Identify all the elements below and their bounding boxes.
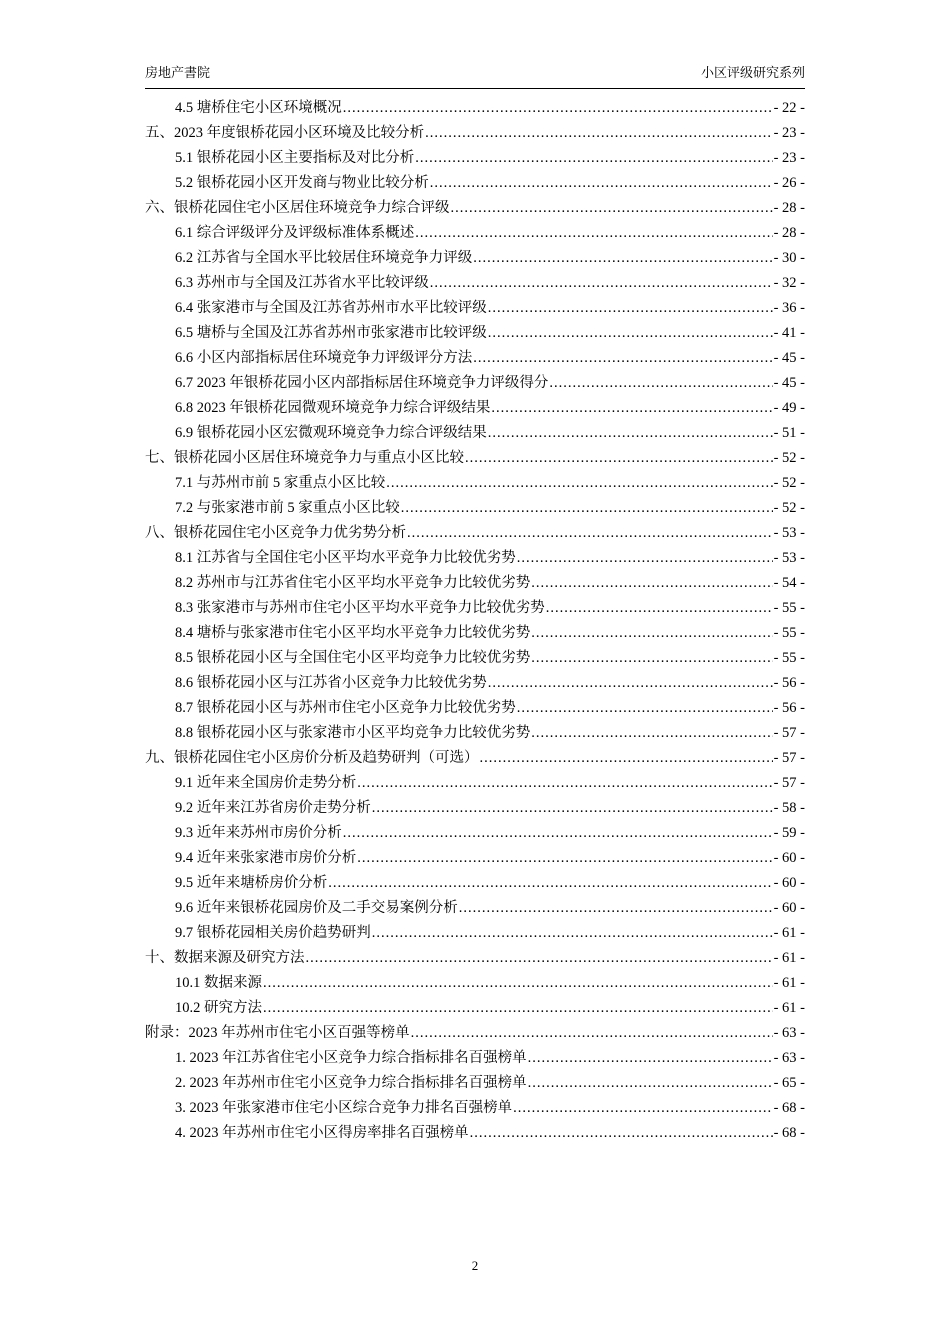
toc-entry-label: 1. 2023 年江苏省住宅小区竞争力综合指标排名百强榜单 bbox=[175, 1050, 527, 1066]
toc-entry bbox=[145, 1121, 805, 1146]
toc-entry-label: 8.6 银桥花园小区与江苏省小区竞争力比较优劣势 bbox=[175, 675, 487, 691]
toc-dot-leader bbox=[531, 621, 772, 646]
toc-page-number: - 68 - bbox=[773, 1100, 805, 1116]
toc-entry bbox=[145, 646, 805, 671]
header-right-text: 小区评级研究系列 bbox=[700, 65, 805, 80]
toc-page-number: - 60 - bbox=[773, 875, 805, 891]
toc-entry-label: 七、银桥花园小区居住环境竞争力与重点小区比较 bbox=[145, 450, 464, 466]
toc-page-number: - 52 - bbox=[773, 475, 805, 491]
toc-entry bbox=[145, 596, 805, 621]
toc-dot-leader bbox=[451, 196, 773, 221]
toc-page-number: - 36 - bbox=[773, 300, 805, 316]
toc-dot-leader bbox=[263, 996, 773, 1021]
toc-entry bbox=[145, 746, 805, 771]
toc-entry bbox=[145, 821, 805, 846]
toc-dot-leader bbox=[343, 96, 773, 121]
toc-dot-leader bbox=[306, 946, 773, 971]
toc-entry-label: 6.4 张家港市与全国及江苏省苏州市水平比较评级 bbox=[175, 300, 487, 316]
toc-dot-leader bbox=[488, 296, 773, 321]
toc-dot-leader bbox=[343, 821, 773, 846]
toc-entry bbox=[145, 271, 805, 296]
toc-entry bbox=[145, 296, 805, 321]
toc-entry-label: 十、数据来源及研究方法 bbox=[145, 950, 305, 966]
toc-entry-label: 9.7 银桥花园相关房价趋势研判 bbox=[175, 925, 371, 941]
toc-page-number: - 23 - bbox=[773, 150, 805, 166]
toc-entry bbox=[145, 346, 805, 371]
toc-entry bbox=[145, 846, 805, 871]
toc-page-number: - 22 - bbox=[773, 100, 805, 116]
toc-dot-leader bbox=[357, 771, 772, 796]
toc-entry-label: 6.7 2023 年银桥花园小区内部指标居住环境竞争力评级得分 bbox=[175, 375, 549, 391]
toc-dot-leader bbox=[488, 671, 773, 696]
toc-entry-label: 6.1 综合评级评分及评级标准体系概述 bbox=[175, 225, 415, 241]
toc-entry bbox=[145, 871, 805, 896]
toc-page-number: - 55 - bbox=[773, 650, 805, 666]
toc-entry bbox=[145, 196, 805, 221]
toc-dot-leader bbox=[357, 846, 772, 871]
toc-page-number: - 57 - bbox=[773, 750, 805, 766]
toc-dot-leader bbox=[473, 346, 772, 371]
toc-dot-leader bbox=[407, 521, 773, 546]
toc-dot-leader bbox=[470, 1121, 773, 1146]
toc-entry-label: 6.5 塘桥与全国及江苏省苏州市张家港市比较评级 bbox=[175, 325, 487, 341]
toc-dot-leader bbox=[473, 246, 772, 271]
toc-entry bbox=[145, 1096, 805, 1121]
toc-page-number: - 23 - bbox=[773, 125, 805, 141]
header-row bbox=[145, 62, 805, 89]
toc-entry bbox=[145, 971, 805, 996]
toc-dot-leader bbox=[528, 1046, 773, 1071]
toc-entry-label: 6.9 银桥花园小区宏微观环境竞争力综合评级结果 bbox=[175, 425, 487, 441]
toc-entry bbox=[145, 471, 805, 496]
toc-dot-leader bbox=[415, 146, 772, 171]
toc-page-number: - 45 - bbox=[773, 375, 805, 391]
toc-page-number: - 53 - bbox=[773, 525, 805, 541]
toc-page-number: - 32 - bbox=[773, 275, 805, 291]
toc-entry-label: 5.1 银桥花园小区主要指标及对比分析 bbox=[175, 150, 415, 166]
toc-entry bbox=[145, 221, 805, 246]
toc-dot-leader bbox=[531, 721, 772, 746]
toc-entry-label: 6.8 2023 年银桥花园微观环境竞争力综合评级结果 bbox=[175, 400, 491, 416]
toc-entry-label: 7.2 与张家港市前 5 家重点小区比较 bbox=[175, 500, 400, 516]
toc-entry-label: 附录：2023 年苏州市住宅小区百强等榜单 bbox=[145, 1025, 410, 1041]
page-footer bbox=[0, 1258, 950, 1274]
toc-entry bbox=[145, 796, 805, 821]
toc-entry-label: 8.7 银桥花园小区与苏州市住宅小区竞争力比较优劣势 bbox=[175, 700, 516, 716]
toc-dot-leader bbox=[517, 546, 773, 571]
toc-entry bbox=[145, 171, 805, 196]
toc-page-number: - 51 - bbox=[773, 425, 805, 441]
toc-dot-leader bbox=[401, 496, 773, 521]
toc-entry-label: 9.1 近年来全国房价走势分析 bbox=[175, 775, 357, 791]
toc-page-number: - 26 - bbox=[773, 175, 805, 191]
toc-entry-label: 10.1 数据来源 bbox=[175, 975, 262, 991]
toc-page-number: - 52 - bbox=[773, 450, 805, 466]
toc-entry bbox=[145, 121, 805, 146]
toc-dot-leader bbox=[430, 271, 773, 296]
toc-entry bbox=[145, 1021, 805, 1046]
toc-dot-leader bbox=[425, 121, 772, 146]
toc-entry-label: 8.1 江苏省与全国住宅小区平均水平竞争力比较优劣势 bbox=[175, 550, 516, 566]
toc-page-number: - 52 - bbox=[773, 500, 805, 516]
footer-page-number: 2 bbox=[471, 1258, 479, 1273]
toc-entry-label: 九、银桥花园住宅小区房价分析及趋势研判（可选） bbox=[145, 750, 479, 766]
toc-dot-leader bbox=[328, 871, 772, 896]
toc-page-number: - 63 - bbox=[773, 1025, 805, 1041]
toc-entry-label: 4.5 塘桥住宅小区环境概况 bbox=[175, 100, 342, 116]
toc-entry bbox=[145, 246, 805, 271]
toc-page-number: - 49 - bbox=[773, 400, 805, 416]
toc-page-number: - 61 - bbox=[773, 975, 805, 991]
toc-entry bbox=[145, 771, 805, 796]
toc-entry bbox=[145, 496, 805, 521]
toc-page-number: - 59 - bbox=[773, 825, 805, 841]
toc-entry bbox=[145, 546, 805, 571]
toc-entry bbox=[145, 721, 805, 746]
toc-dot-leader bbox=[372, 921, 773, 946]
toc-entry bbox=[145, 896, 805, 921]
toc-dot-leader bbox=[430, 171, 773, 196]
toc-page-number: - 55 - bbox=[773, 625, 805, 641]
toc-page-number: - 28 - bbox=[773, 200, 805, 216]
toc-page-number: - 61 - bbox=[773, 950, 805, 966]
toc-dot-leader bbox=[411, 1021, 773, 1046]
table-of-contents bbox=[145, 96, 805, 1146]
toc-entry-label: 8.8 银桥花园小区与张家港市小区平均竞争力比较优劣势 bbox=[175, 725, 531, 741]
toc-dot-leader bbox=[531, 646, 772, 671]
toc-dot-leader bbox=[531, 571, 772, 596]
toc-entry-label: 9.2 近年来江苏省房价走势分析 bbox=[175, 800, 371, 816]
toc-entry bbox=[145, 396, 805, 421]
toc-entry bbox=[145, 96, 805, 121]
toc-entry bbox=[145, 621, 805, 646]
toc-page-number: - 41 - bbox=[773, 325, 805, 341]
toc-entry-label: 6.3 苏州市与全国及江苏省水平比较评级 bbox=[175, 275, 429, 291]
toc-entry bbox=[145, 421, 805, 446]
toc-page-number: - 65 - bbox=[773, 1075, 805, 1091]
toc-page-number: - 60 - bbox=[773, 900, 805, 916]
toc-entry-label: 8.4 塘桥与张家港市住宅小区平均水平竞争力比较优劣势 bbox=[175, 625, 531, 641]
toc-entry bbox=[145, 371, 805, 396]
toc-entry-label: 8.2 苏州市与江苏省住宅小区平均水平竞争力比较优劣势 bbox=[175, 575, 531, 591]
toc-entry bbox=[145, 146, 805, 171]
toc-entry-label: 五、2023 年度银桥花园小区环境及比较分析 bbox=[145, 125, 425, 141]
toc-dot-leader bbox=[459, 896, 773, 921]
toc-entry-label: 2. 2023 年苏州市住宅小区竞争力综合指标排名百强榜单 bbox=[175, 1075, 527, 1091]
toc-entry-label: 10.2 研究方法 bbox=[175, 1000, 262, 1016]
toc-entry-label: 5.2 银桥花园小区开发商与物业比较分析 bbox=[175, 175, 429, 191]
toc-dot-leader bbox=[517, 696, 773, 721]
toc-page-number: - 58 - bbox=[773, 800, 805, 816]
toc-page-number: - 54 - bbox=[773, 575, 805, 591]
toc-entry-label: 六、银桥花园住宅小区居住环境竞争力综合评级 bbox=[145, 200, 450, 216]
toc-dot-leader bbox=[488, 321, 773, 346]
toc-page-number: - 60 - bbox=[773, 850, 805, 866]
header-left-text: 房地产書院 bbox=[145, 65, 211, 80]
toc-entry-label: 9.5 近年来塘桥房价分析 bbox=[175, 875, 328, 891]
toc-entry-label: 8.3 张家港市与苏州市住宅小区平均水平竞争力比较优劣势 bbox=[175, 600, 545, 616]
toc-dot-leader bbox=[480, 746, 773, 771]
toc-entry-label: 9.4 近年来张家港市房价分析 bbox=[175, 850, 357, 866]
toc-dot-leader bbox=[513, 1096, 772, 1121]
toc-page-number: - 63 - bbox=[773, 1050, 805, 1066]
toc-entry bbox=[145, 1046, 805, 1071]
toc-entry bbox=[145, 321, 805, 346]
toc-entry-label: 7.1 与苏州市前 5 家重点小区比较 bbox=[175, 475, 386, 491]
toc-entry bbox=[145, 571, 805, 596]
toc-page-number: - 68 - bbox=[773, 1125, 805, 1141]
toc-dot-leader bbox=[465, 446, 773, 471]
toc-dot-leader bbox=[549, 371, 772, 396]
toc-entry-label: 6.6 小区内部指标居住环境竞争力评级评分方法 bbox=[175, 350, 473, 366]
toc-entry-label: 6.2 江苏省与全国水平比较居住环境竞争力评级 bbox=[175, 250, 473, 266]
toc-page-number: - 56 - bbox=[773, 700, 805, 716]
toc-entry bbox=[145, 921, 805, 946]
toc-page-number: - 57 - bbox=[773, 775, 805, 791]
toc-dot-leader bbox=[386, 471, 772, 496]
toc-dot-leader bbox=[528, 1071, 773, 1096]
toc-entry-label: 八、银桥花园住宅小区竞争力优劣势分析 bbox=[145, 525, 406, 541]
toc-entry-label: 9.3 近年来苏州市房价分析 bbox=[175, 825, 342, 841]
toc-page-number: - 56 - bbox=[773, 675, 805, 691]
toc-page-number: - 30 - bbox=[773, 250, 805, 266]
toc-entry-label: 3. 2023 年张家港市住宅小区综合竞争力排名百强榜单 bbox=[175, 1100, 513, 1116]
toc-entry-label: 8.5 银桥花园小区与全国住宅小区平均竞争力比较优劣势 bbox=[175, 650, 531, 666]
toc-page-number: - 61 - bbox=[773, 1000, 805, 1016]
toc-entry bbox=[145, 996, 805, 1021]
toc-entry bbox=[145, 696, 805, 721]
page-header bbox=[145, 62, 805, 89]
toc-page-number: - 57 - bbox=[773, 725, 805, 741]
toc-entry-label: 9.6 近年来银桥花园房价及二手交易案例分析 bbox=[175, 900, 458, 916]
toc-page-number: - 53 - bbox=[773, 550, 805, 566]
toc-dot-leader bbox=[491, 396, 772, 421]
toc-page-number: - 45 - bbox=[773, 350, 805, 366]
toc-page-number: - 55 - bbox=[773, 600, 805, 616]
toc-entry bbox=[145, 671, 805, 696]
toc-entry-label: 4. 2023 年苏州市住宅小区得房率排名百强榜单 bbox=[175, 1125, 469, 1141]
toc-page-number: - 61 - bbox=[773, 925, 805, 941]
toc-dot-leader bbox=[415, 221, 772, 246]
toc-entry bbox=[145, 521, 805, 546]
toc-entry bbox=[145, 946, 805, 971]
toc-dot-leader bbox=[488, 421, 773, 446]
toc-page-number: - 28 - bbox=[773, 225, 805, 241]
toc-entry bbox=[145, 1071, 805, 1096]
toc-dot-leader bbox=[546, 596, 773, 621]
toc-dot-leader bbox=[263, 971, 773, 996]
toc-dot-leader bbox=[372, 796, 773, 821]
toc-entry bbox=[145, 446, 805, 471]
